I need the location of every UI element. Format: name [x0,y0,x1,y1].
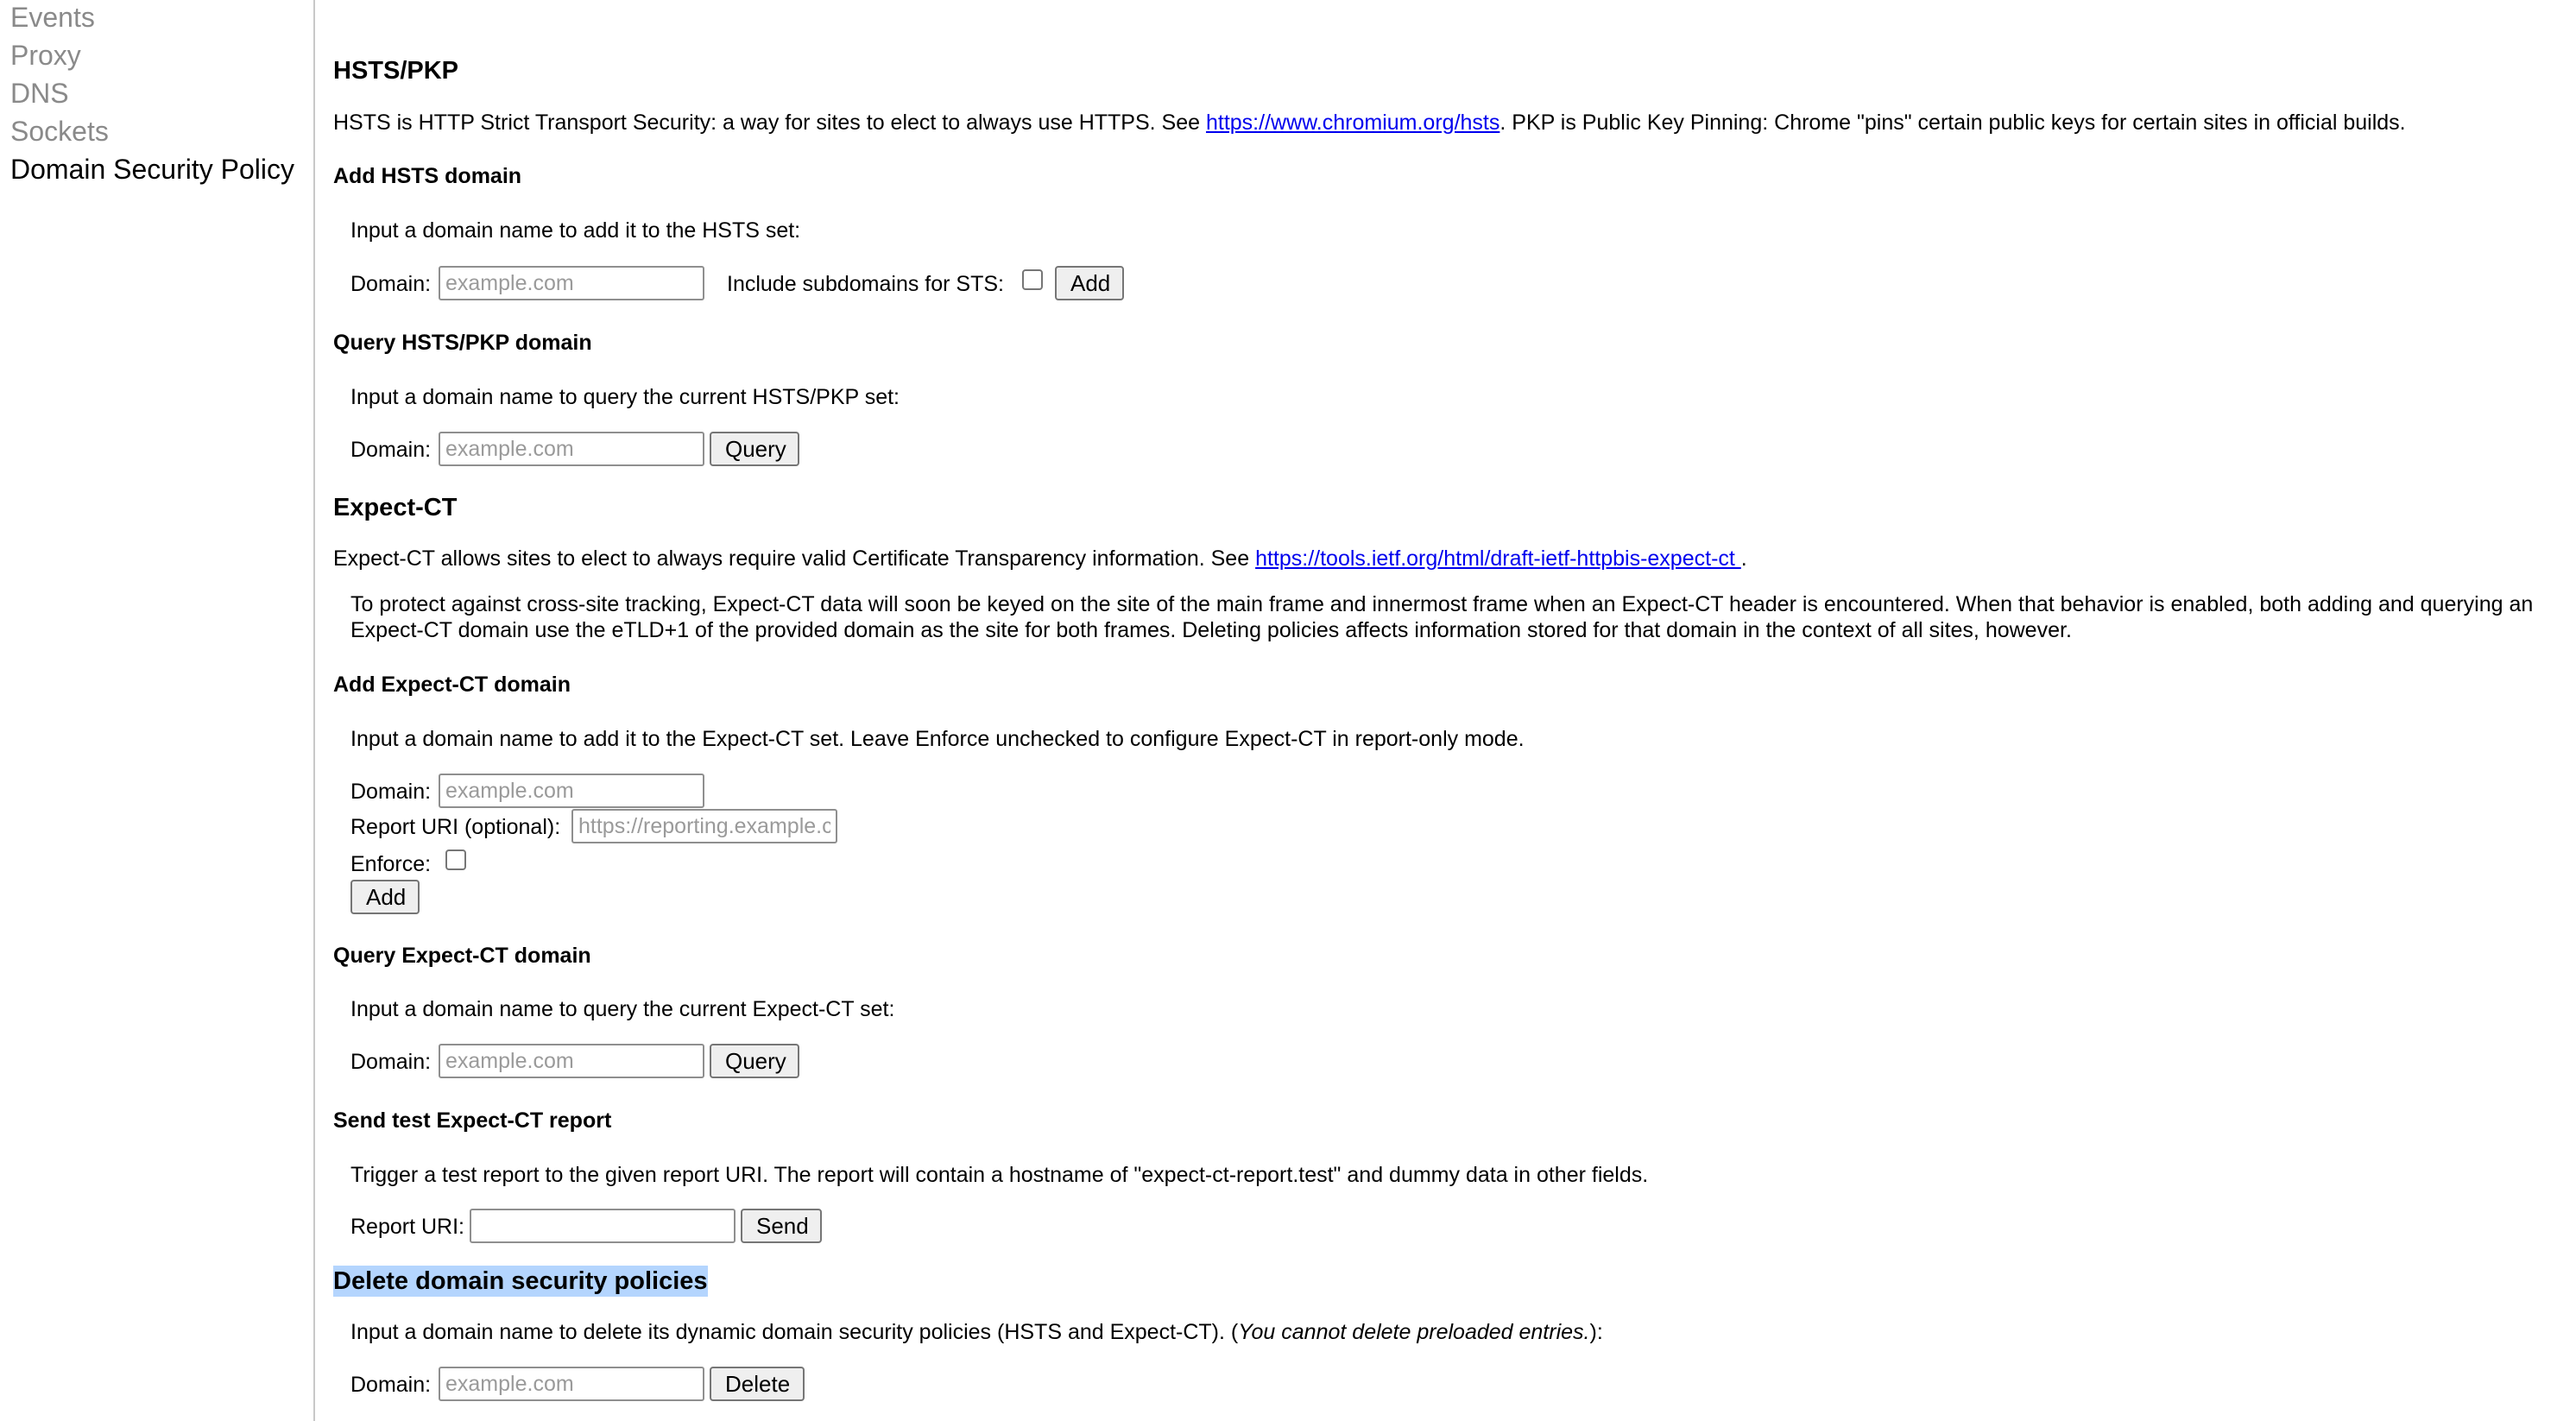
sidebar [0,0,315,1421]
query-expect-ct-title: Query Expect-CT domain [333,944,591,968]
sidebar-item-proxy[interactable]: Proxy [10,40,81,71]
sidebar-item-dns[interactable]: DNS [10,78,69,109]
expect-ct-description-text: Expect-CT allows sites to elect to always require valid Certificate Transparency information. See [333,546,1256,571]
add-expect-ct-button[interactable]: Add [350,880,420,914]
enforce-label: Enforce: [350,852,432,876]
hsts-section-title: HSTS/PKP [333,57,459,85]
sidebar-item-domain-security-policy[interactable]: Domain Security Policy [10,154,294,185]
report-uri-optional-label: Report URI (optional): [350,815,561,839]
expect-ct-description-text-end: . [1740,546,1747,571]
query-hsts-title: Query HSTS/PKP domain [333,331,592,355]
hsts-description-text-end: . PKP is Public Key Pinning: Chrome "pins" certain public keys for certain sites in official builds. [1500,111,2406,135]
test-report-uri-label: Report URI: [350,1215,464,1239]
add-expect-ct-domain-input[interactable] [439,774,704,808]
test-report-uri-input[interactable] [470,1209,736,1243]
query-expect-ct-domain-input[interactable] [439,1044,704,1078]
query-hsts-domain-input[interactable] [439,432,704,466]
add-hsts-button[interactable]: Add [1055,266,1124,300]
add-hsts-domain-label: Domain: [350,272,432,296]
expect-ct-section-title: Expect-CT [333,494,458,521]
delete-instruction-emphasis: You cannot delete preloaded entries. [1238,1320,1590,1344]
query-hsts-domain-label: Domain: [350,438,432,462]
delete-instruction [350,1318,1603,1346]
query-expect-ct-domain-label: Domain: [350,1050,432,1074]
delete-domain-label: Domain: [350,1373,432,1397]
include-subdomains-checkbox[interactable] [1022,269,1043,290]
hsts-info-link[interactable]: https://www.chromium.org/hsts [1205,111,1500,135]
add-hsts-title: Add HSTS domain [333,164,522,188]
report-uri-optional-input[interactable] [571,809,837,843]
expect-ct-note: To protect against cross-site tracking, Expect-CT data will soon be keyed on the site of the main frame and innermost frame when an Expect-CT header is encountered. When that behavior is enabled, both adding and querying an Expect-CT domain use the eTLD+1 of the provided domain as the site for both frames. Deleting policies affects information stored for that domain in the context of all sites, however. [350,592,2534,642]
query-expect-ct-instruction: Input a domain name to query the current Expect-CT set: [350,997,895,1021]
main-content [333,0,2576,1421]
delete-instruction-text-end: ): [1589,1320,1603,1344]
add-expect-ct-domain-label: Domain: [350,780,432,804]
send-test-report-instruction: Trigger a test report to the given report URI. The report will contain a hostname of "expect-ct-report.test" and dummy data in other fields. [350,1163,1649,1187]
add-hsts-domain-input[interactable] [439,266,704,300]
sidebar-item-sockets[interactable]: Sockets [10,116,109,147]
query-expect-ct-button[interactable]: Query [710,1044,799,1078]
delete-instruction-text: Input a domain name to delete its dynamic domain security policies (HSTS and Expect-CT). ( [350,1320,1239,1344]
query-hsts-instruction: Input a domain name to query the current HSTS/PKP set: [350,385,900,409]
sidebar-item-events[interactable]: Events [10,2,95,33]
expect-ct-description [333,545,1747,572]
delete-section-title: Delete domain security policies [333,1267,708,1295]
send-test-report-button[interactable]: Send [741,1209,822,1243]
hsts-description-text: HSTS is HTTP Strict Transport Security: a way for sites to elect to always use HTTPS. See [333,111,1206,135]
add-expect-ct-instruction: Input a domain name to add it to the Expect-CT set. Leave Enforce unchecked to configure Expect-CT in report-only mode. [350,727,1525,751]
expect-ct-info-link[interactable]: https://tools.ietf.org/html/draft-ietf-httpbis-expect-ct [1255,546,1741,571]
delete-domain-input[interactable] [439,1367,704,1401]
query-hsts-button[interactable]: Query [710,432,799,466]
delete-button[interactable]: Delete [710,1367,805,1401]
send-test-report-title: Send test Expect-CT report [333,1108,612,1133]
enforce-checkbox[interactable] [445,849,466,870]
add-hsts-instruction: Input a domain name to add it to the HSTS set: [350,218,801,243]
hsts-description [333,109,2406,136]
include-subdomains-label: Include subdomains for STS: [727,272,1004,296]
add-expect-ct-title: Add Expect-CT domain [333,673,571,697]
